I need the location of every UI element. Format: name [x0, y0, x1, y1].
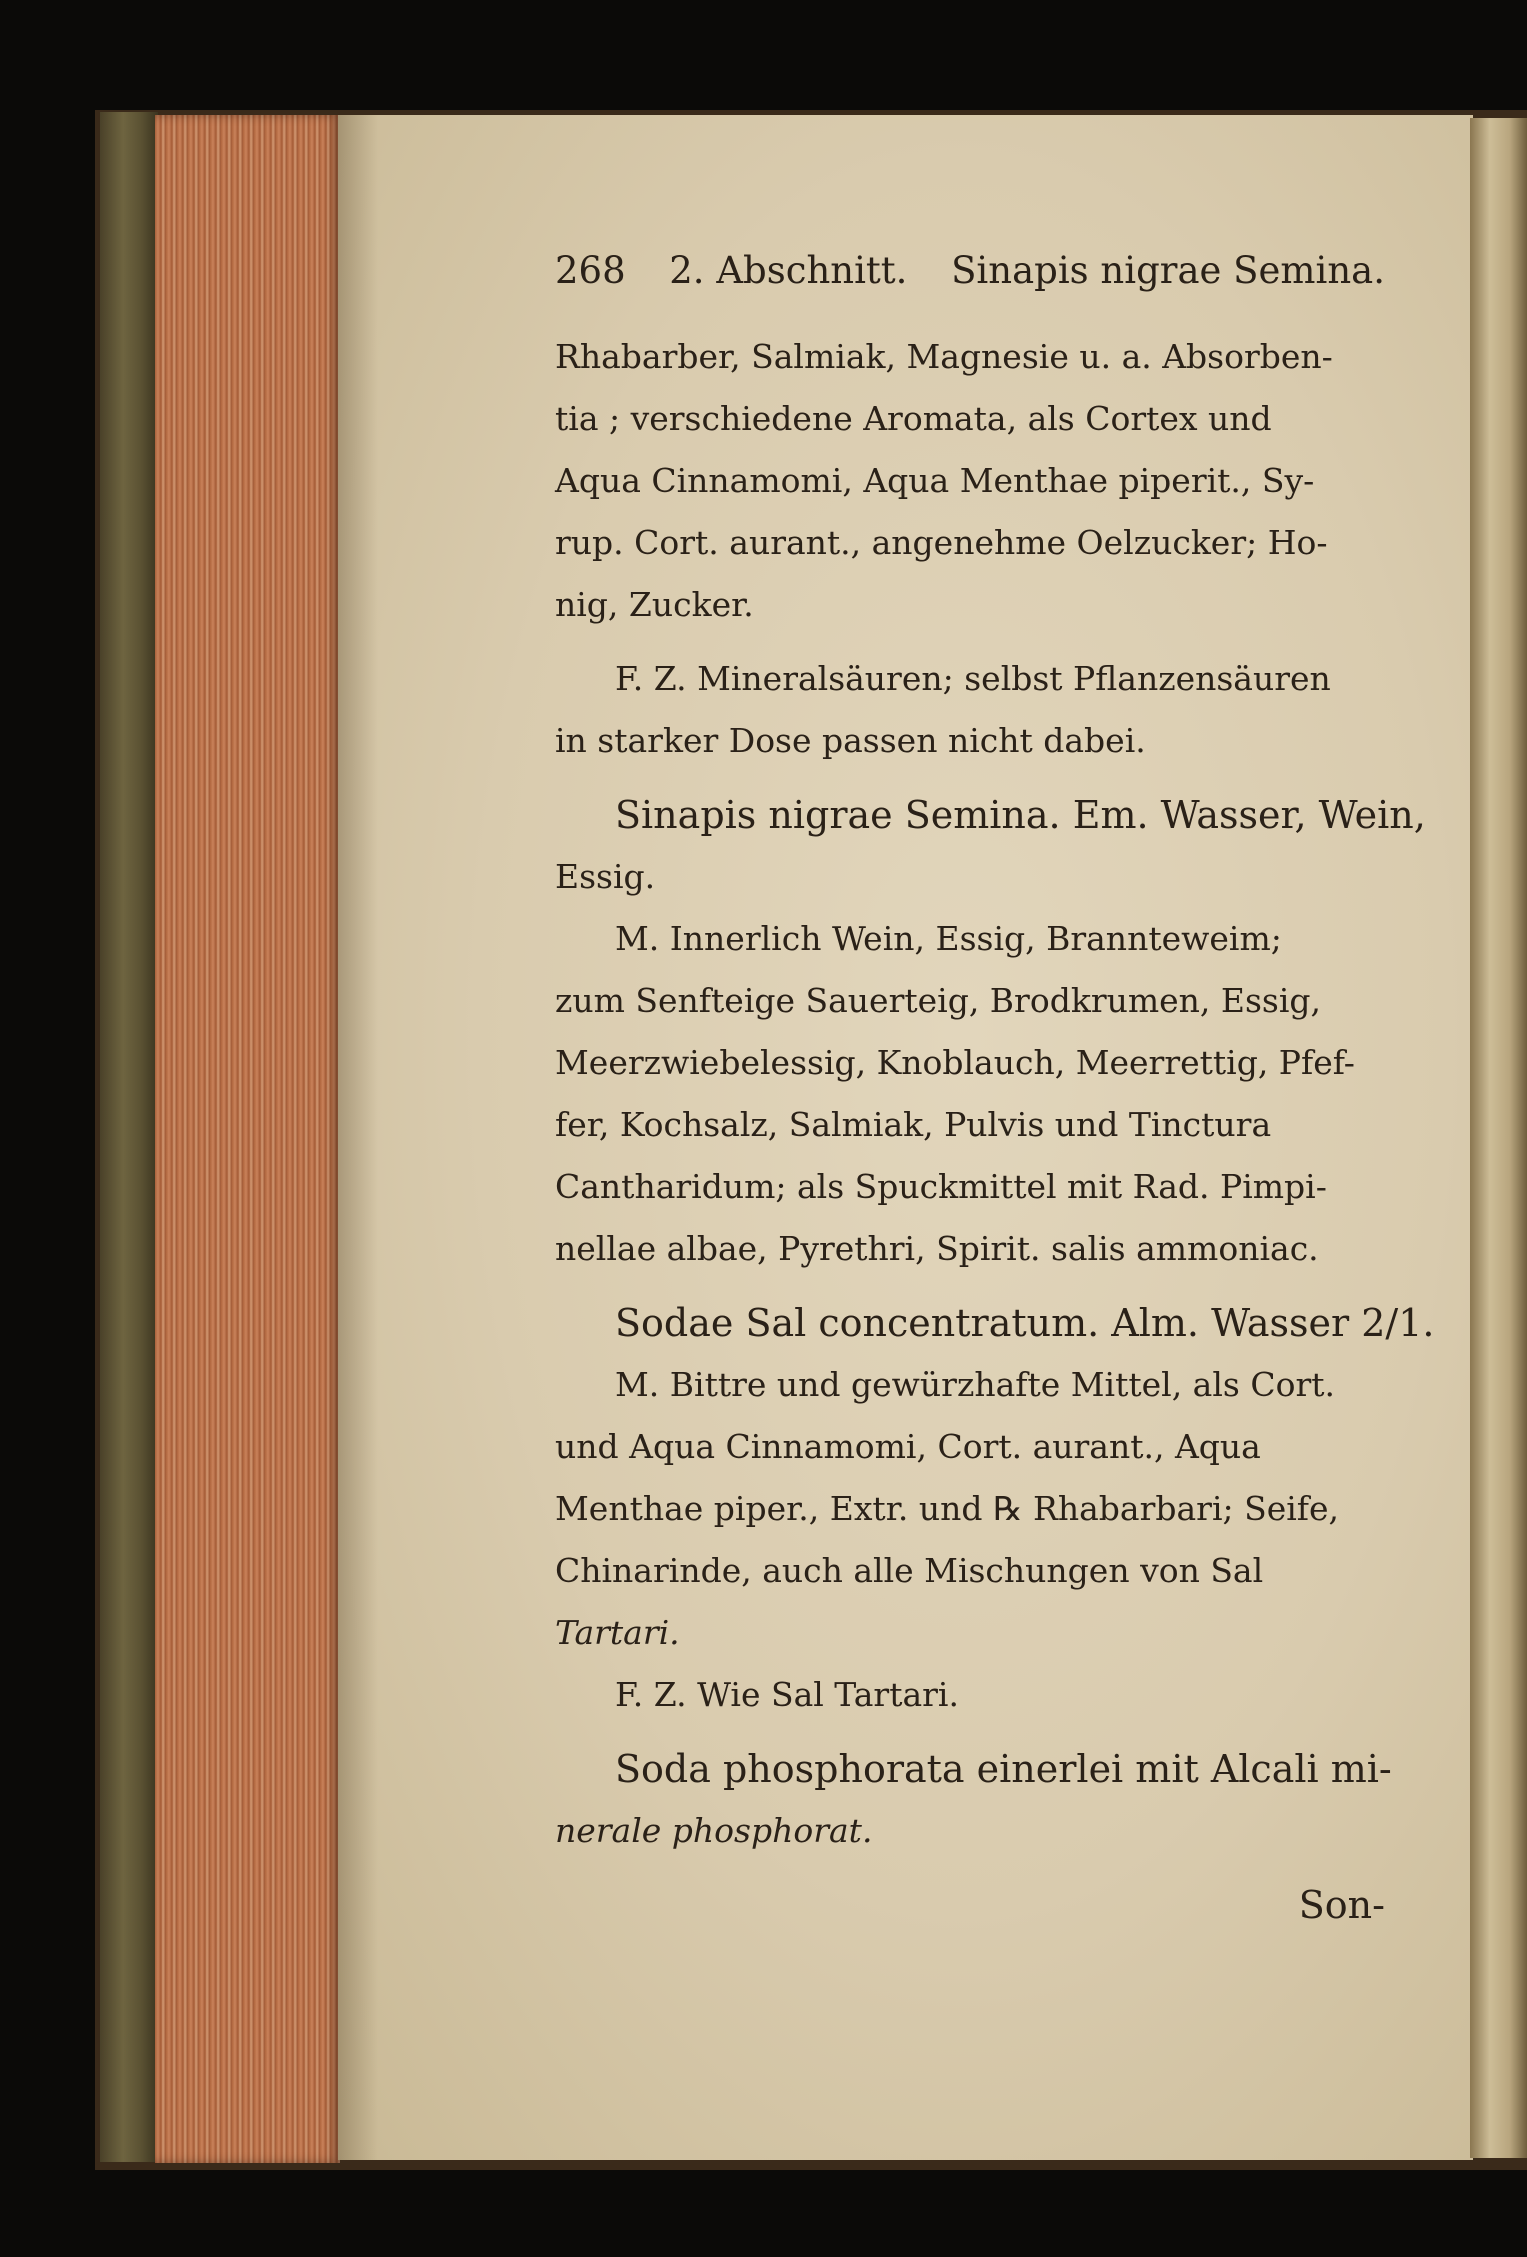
running-header — [555, 240, 1385, 302]
text-line: Essig. — [555, 857, 656, 896]
text-line: nellae albae, Pyrethri, Spirit. salis ammoniac. — [555, 1229, 1319, 1268]
text-line: Cantharidum; als Spuckmittel mit Rad. Pimpi- — [555, 1167, 1327, 1206]
page-text — [555, 240, 1435, 1936]
text-line: M. Innerlich Wein, Essig, Brannteweim; — [615, 919, 1282, 958]
gutter-shadow — [338, 115, 378, 2160]
entry-heading: Soda phosphorata einerlei mit Alcali mi- — [615, 1747, 1392, 1791]
text-line: Menthae piper., Extr. und ℞ Rhabarbari; Seife, — [555, 1489, 1340, 1528]
text-line: M. Bittre und gewürzhafte Mittel, als Cort. — [615, 1365, 1335, 1404]
text-line: zum Senfteige Sauerteig, Brodkrumen, Essig, — [555, 981, 1322, 1020]
page-stack-edges — [155, 115, 340, 2163]
running-title: Sinapis nigrae Semina. — [951, 249, 1385, 292]
book-cover-edge — [100, 112, 158, 2162]
entry-heading: Sodae Sal concentratum. Alm. Wasser 2/1. — [615, 1301, 1435, 1345]
text-line: fer, Kochsalz, Salmiak, Pulvis und Tinctura — [555, 1105, 1272, 1144]
text-line: F. Z. Wie Sal Tartari. — [615, 1675, 959, 1714]
section-label: 2. Abschnitt. — [669, 249, 908, 292]
text-line: nig, Zucker. — [555, 585, 754, 624]
facing-page-edge — [1470, 118, 1527, 2158]
text-line: in starker Dose passen nicht dabei. — [555, 721, 1146, 760]
text-line: tia ; verschiedene Aromata, als Cortex und — [555, 399, 1272, 438]
page-number: 268 — [555, 249, 626, 292]
text-line: Rhabarber, Salmiak, Magnesie u. a. Absorben- — [555, 337, 1333, 376]
text-line: nerale phosphorat. — [555, 1811, 873, 1850]
text-line: Chinarinde, auch alle Mischungen von Sal — [555, 1551, 1264, 1590]
entry-heading: Sinapis nigrae Semina. Em. Wasser, Wein, — [615, 793, 1426, 837]
text-line: Tartari. — [555, 1613, 680, 1652]
text-line: rup. Cort. aurant., angenehme Oelzucker; Ho- — [555, 523, 1328, 562]
text-line: Meerzwiebelessig, Knoblauch, Meerrettig, Pfef- — [555, 1043, 1355, 1082]
text-line: F. Z. Mineralsäuren; selbst Pflanzensäuren — [615, 659, 1331, 698]
text-line: Aqua Cinnamomi, Aqua Menthae piperit., Sy- — [555, 461, 1315, 500]
catchword: Son- — [1298, 1883, 1385, 1927]
text-line: und Aqua Cinnamomi, Cort. aurant., Aqua — [555, 1427, 1261, 1466]
